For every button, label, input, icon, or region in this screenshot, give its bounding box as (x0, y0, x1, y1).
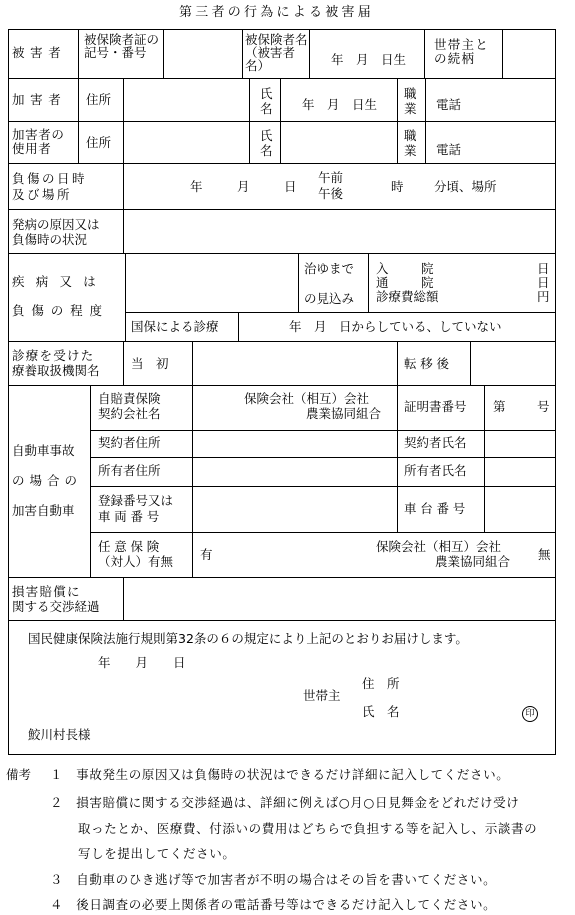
offender-job-label: 職業 (404, 86, 417, 116)
notes-heading: 備考 (6, 767, 32, 782)
household-address-label: 住 所 (362, 676, 400, 691)
jibai-company-1: 保険会社（相互）会社 (244, 391, 370, 406)
cure-label-1: 治ゆまで (304, 261, 355, 276)
jibai-label-1: 自賠責保険 (98, 391, 161, 406)
owner-name-label: 所有者氏名 (404, 463, 467, 478)
employer-label: 加害者の使用者 (12, 127, 65, 156)
degree-label-1: 疾病又は (12, 274, 108, 289)
household-name-label: 氏 名 (362, 704, 400, 719)
datetime-label-2: 及び場所 (12, 187, 73, 202)
note-4: ４ 後日調査の必要上関係者の電話番号等はできるだけ記入してください。 (50, 897, 497, 912)
medical-cost-label: 診療費総額 (376, 289, 439, 304)
hospital-in-days: 日 (537, 261, 550, 276)
cause-label-1: 発病の原因又は (12, 217, 100, 232)
form-title: 第三者の行為による被害届 (179, 5, 375, 20)
hospital-out-days: 日 (537, 275, 550, 290)
note-2a: ２ 損害賠償に関する交渉経過は、詳細に例えば○月○日見舞金をどれだけ受け (50, 795, 520, 810)
auto-label-3: 加害自動車 (12, 503, 75, 518)
owner-address-label: 所有者住所 (98, 463, 161, 478)
offender-dob: 年 月 日生 (302, 97, 378, 112)
voluntary-label-2: （対人）有無 (98, 554, 174, 569)
voluntary-company-2: 農業協同組合 (435, 554, 511, 569)
kokuho-label: 国保による診療 (131, 319, 219, 334)
insured-name-label: 被保険者名（被害者名） (245, 32, 308, 73)
cure-label-2: の見込み (304, 291, 355, 306)
voluntary-label-1: 任意保険 (98, 539, 164, 554)
hospital-initial-label: 当 初 (131, 356, 169, 371)
datetime-year: 年 (190, 179, 203, 194)
victim-label: 被害者 (12, 45, 67, 60)
voluntary-no: 無 (538, 547, 551, 562)
insurance-no-label: 被保険者証の記号・番号 (84, 32, 160, 60)
hospital-transfer-label: 転移後 (404, 356, 453, 371)
negotiation-label-2: 関する交渉経過 (12, 599, 100, 614)
household-head-label: 世帯主 (303, 688, 341, 703)
note-2c: 写しを提出してください。 (78, 846, 236, 861)
jibai-label-2: 契約会社名 (98, 406, 161, 421)
contract-name-label: 契約者氏名 (404, 435, 467, 450)
cert-no-label: 証明書番号 (404, 399, 467, 414)
employer-job-label: 職業 (404, 128, 417, 158)
datetime-day: 日 (284, 179, 297, 194)
kokuho-text: 年 月 日からしている、していない (289, 319, 502, 334)
cause-label-2: 負傷時の状況 (12, 232, 88, 247)
seal-mark: 印 (522, 706, 538, 722)
offender-address-label: 住所 (86, 92, 112, 107)
hospital-in-label: 入院 (376, 261, 467, 276)
hospital-label-1: 診療を受けた (12, 348, 95, 363)
hospital-out-label: 通院 (376, 275, 467, 290)
medical-cost-yen: 円 (537, 289, 550, 304)
declaration-text: 国民健康保険法施行規則第32条の６の規定により上記のとおりお届けします。 (28, 631, 468, 646)
relation-label: 世帯主との続柄 (434, 37, 490, 66)
contract-address-label: 契約者住所 (98, 435, 161, 450)
registration-label-1: 登録番号又は (98, 493, 174, 508)
note-3: ３ 自動車のひき逃げ等で加害者が不明の場合はその旨を書いてください。 (50, 872, 497, 887)
cert-no-go: 号 (537, 399, 550, 414)
addressee: 鮫川村長様 (28, 727, 91, 742)
voluntary-company-1: 保険会社（相互）会社 (376, 539, 502, 554)
employer-name-label: 氏名 (260, 128, 273, 158)
offender-name-label: 氏名 (260, 86, 273, 116)
employer-tel-label: 電話 (436, 142, 462, 157)
registration-label-2: 車両番号 (98, 509, 164, 524)
declaration-date: 年 月 日 (98, 655, 186, 670)
auto-label-2: の場合の (12, 473, 83, 488)
datetime-place: 分頃、場所 (434, 179, 497, 194)
note-2b: 取ったとか、医療費、付添いの費用はどちらで負担する等を記入し、示談書の (78, 821, 538, 836)
offender-label: 加害者 (12, 92, 67, 107)
datetime-label-1: 負傷の日時 (12, 171, 88, 186)
voluntary-yes: 有 (200, 547, 213, 562)
jibai-company-2: 農業協同組合 (306, 406, 382, 421)
datetime-month: 月 (237, 179, 250, 194)
datetime-hour: 時 (391, 179, 404, 194)
note-1: １ 事故発生の原因又は負傷時の状況はできるだけ詳細に記入してください。 (50, 767, 510, 782)
datetime-am: 午前 (318, 170, 344, 185)
victim-dob: 年 月 日生 (331, 52, 407, 67)
hospital-label-2: 療養取扱機関名 (12, 363, 100, 378)
offender-tel-label: 電話 (436, 97, 462, 112)
degree-label-2: 負傷の程度 (12, 303, 109, 318)
cert-no-dai: 第 (493, 399, 506, 414)
employer-address-label: 住所 (86, 135, 112, 150)
datetime-pm: 午後 (318, 186, 344, 201)
chassis-label: 車台番号 (404, 501, 470, 516)
negotiation-label-1: 損害賠償に (12, 584, 81, 599)
auto-label-1: 自動車事故 (12, 443, 75, 458)
